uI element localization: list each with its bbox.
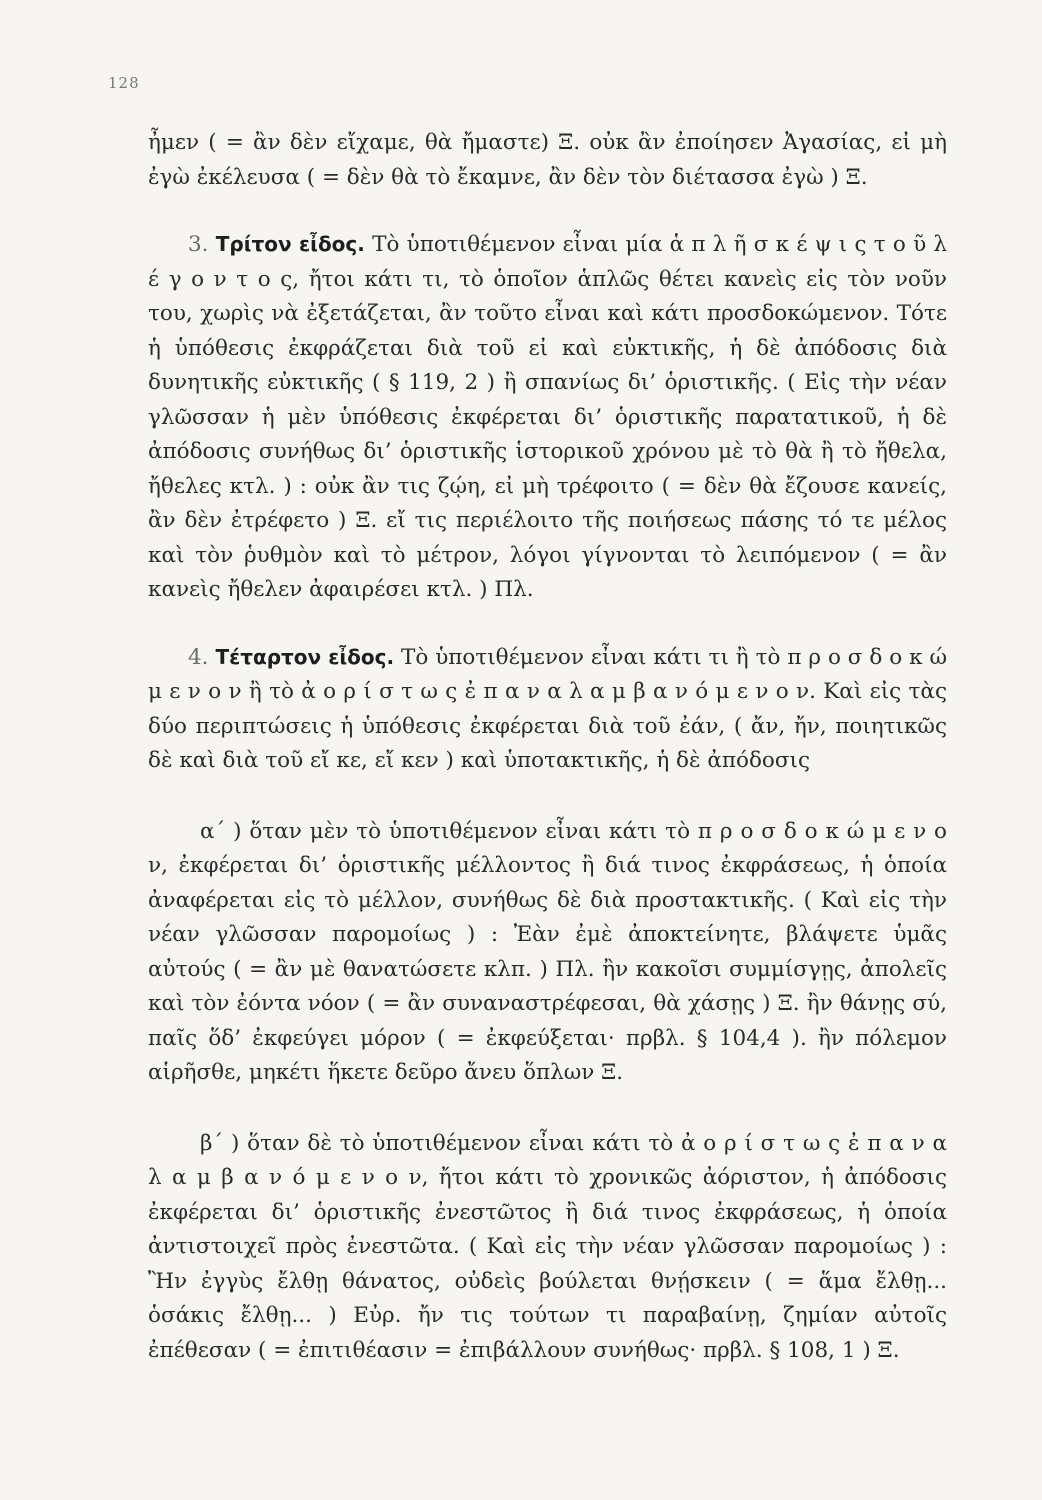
case-b-paragraph: β΄ ) ὅταν δὲ τὸ ὑποτιθέμενον εἶναι κάτι τὸ ἀ ο ρ ί σ τ ω ς ἐ π α ν α λ α μ β α ν ό μ ε ν ο ν, ἤτοι κάτι τὸ χρονικῶς ἀόριστον, ἡ ἀπόδοσις ἐκφέρεται δι’ ὁριστικῆς ἐνεστῶτος ἢ διά τινος ἐκφράσεως, ἡ ὁποία ἀντιστοιχεῖ πρὸς ἐνεστῶτα. ( Καὶ εἰς τὴν νέαν γλῶσσαν παρομοίως ) : Ἢν ἐγγὺς ἔλθῃ θάνατος, οὐδεὶς βούλεται θνῄσκειν ( = ἅμα ἔλθῃ... ὁσάκις ἔλθῃ... ) Εὐρ. ἤν τις τούτων τι παραβαίνῃ, ζημίαν αὐτοῖς ἐπέθεσαν ( = ἐπιτιθέασιν = ἐπιβάλλουν συνήθως· πρβλ. § 108, 1 ) Ξ. [148,1130,947,1363]
section-heading: Τέταρτον εἶδος. [215,644,395,669]
section-third-kind [148,227,947,608]
paragraph-continuation: ἦμεν ( = ἂν δὲν εἴχαμε, θὰ ἤμαστε) Ξ. οὐκ ἂν ἐποίησεν Ἀγασίας, εἰ μὴ ἐγὼ ἐκέλευσα ( = δὲν θὰ τὸ ἔκαμνε, ἂν δὲν τὸν διέτασσα ἐγὼ ) Ξ. [148,130,947,190]
section-number: 4. [188,644,209,670]
section-fourth-kind [148,640,947,779]
section-number: 3. [188,232,209,257]
section-body: Τὸ ὑποτιθέμενον εἶναι μία ἁ π λ ῆ σ κ έ ψ ι ς τ ο ῦ λ έ γ ο ν τ ο ς, ἤτοι κάτι τι, τὸ ὁποῖον ἁπλῶς θέτει κανεὶς εἰς τὸν νοῦν του, χωρὶς νὰ ἐξετάζεται, ἂν τοῦτο εἶναι καὶ κάτι προσδοκώμενον. Τότε ἡ ὑπόθεσις ἐκφράζεται διὰ τοῦ εἰ καὶ εὐκτικῆς, ἡ δὲ ἀπόδοσις διὰ δυνητικῆς εὐκτικῆς ( § 119, 2 ) ἢ σπανίως δι’ ὁριστικῆς. ( Εἰς τὴν νέαν γλῶσσαν ἡ μὲν ὑπόθεσις ἐκφέρεται δι’ ὁριστικῆς παρατατικοῦ, ἡ δὲ ἀπόδοσις συνήθως δι’ ὁριστικῆς ἱστορικοῦ χρόνου μὲ τὸ θὰ ἢ τὸ ἤθελα, ἤθελες κτλ. ) : οὐκ ἂν τις ζῴη, εἰ μὴ τρέφοιτο ( = δὲν θὰ ἔζουσε κανείς, ἂν δὲν ἐτρέφετο ) Ξ. εἴ τις περιέλοιτο τῆς ποιήσεως πάσης τό τε μέλος καὶ τὸν ῥυθμὸν καὶ τὸ μέτρον, λόγοι γίγνονται τὸ λειπόμενον ( = ἂν κανεὶς ἤθελεν ἀφαιρέσει κτλ. ) Πλ. [148,232,948,602]
section-body: Τὸ ὑποτιθέμενον εἶναι κάτι τι ἢ τὸ π ρ ο σ δ ο κ ώ μ ε ν ο ν ἢ τὸ ἀ ο ρ ί σ τ ω ς ἐ π α ν α λ α μ β α ν ό μ ε ν ο ν. Καὶ εἰς τὰς δύο περιπτώσεις ἡ ὑπόθεσις ἐκφέρεται διὰ τοῦ ἐάν, ( ἄν, ἤν, ποιητικῶς δὲ καὶ διὰ τοῦ εἴ κε, εἴ κεν ) καὶ ὑποτακτικῆς, ἡ δὲ ἀπόδοσις [148,644,948,773]
section-heading: Τρίτον εἶδος. [215,232,365,256]
case-a-paragraph: α΄ ) ὅταν μὲν τὸ ὑποτιθέμενον εἶναι κάτι τὸ π ρ ο σ δ ο κ ώ μ ε ν ο ν, ἐκφέρεται δι’ ὁριστικῆς μέλλοντος ἢ διά τινος ἐκφράσεως, ἡ ὁποία ἀναφέρεται εἰς τὸ μέλλον, συνήθως δὲ διὰ προστακτικῆς. ( Καὶ εἰς τὴν νέαν γλῶσσαν παρομοίως ) : Ἐὰν ἐμὲ ἀποκτείνητε, βλάψετε ὑμᾶς αὐτούς ( = ἂν μὲ θανατώσετε κλπ. ) Πλ. ἢν κακοῖσι συμμίσγῃς, ἀπολεῖς καὶ τὸν ἐόντα νόον ( = ἂν συναναστρέφεσαι, θὰ χάσῃς ) Ξ. ἢν θάνῃς σύ, παῖς ὅδ’ ἐκφεύγει μόρον ( = ἐκφεύξεται· πρβλ. § 104,4 ). ἢν πόλεμον αἱρῆσθε, μηκέτι ἥκετε δεῦρο ἄνευ ὅπλων Ξ. [148,818,947,1085]
page-number: 128 [108,74,140,92]
